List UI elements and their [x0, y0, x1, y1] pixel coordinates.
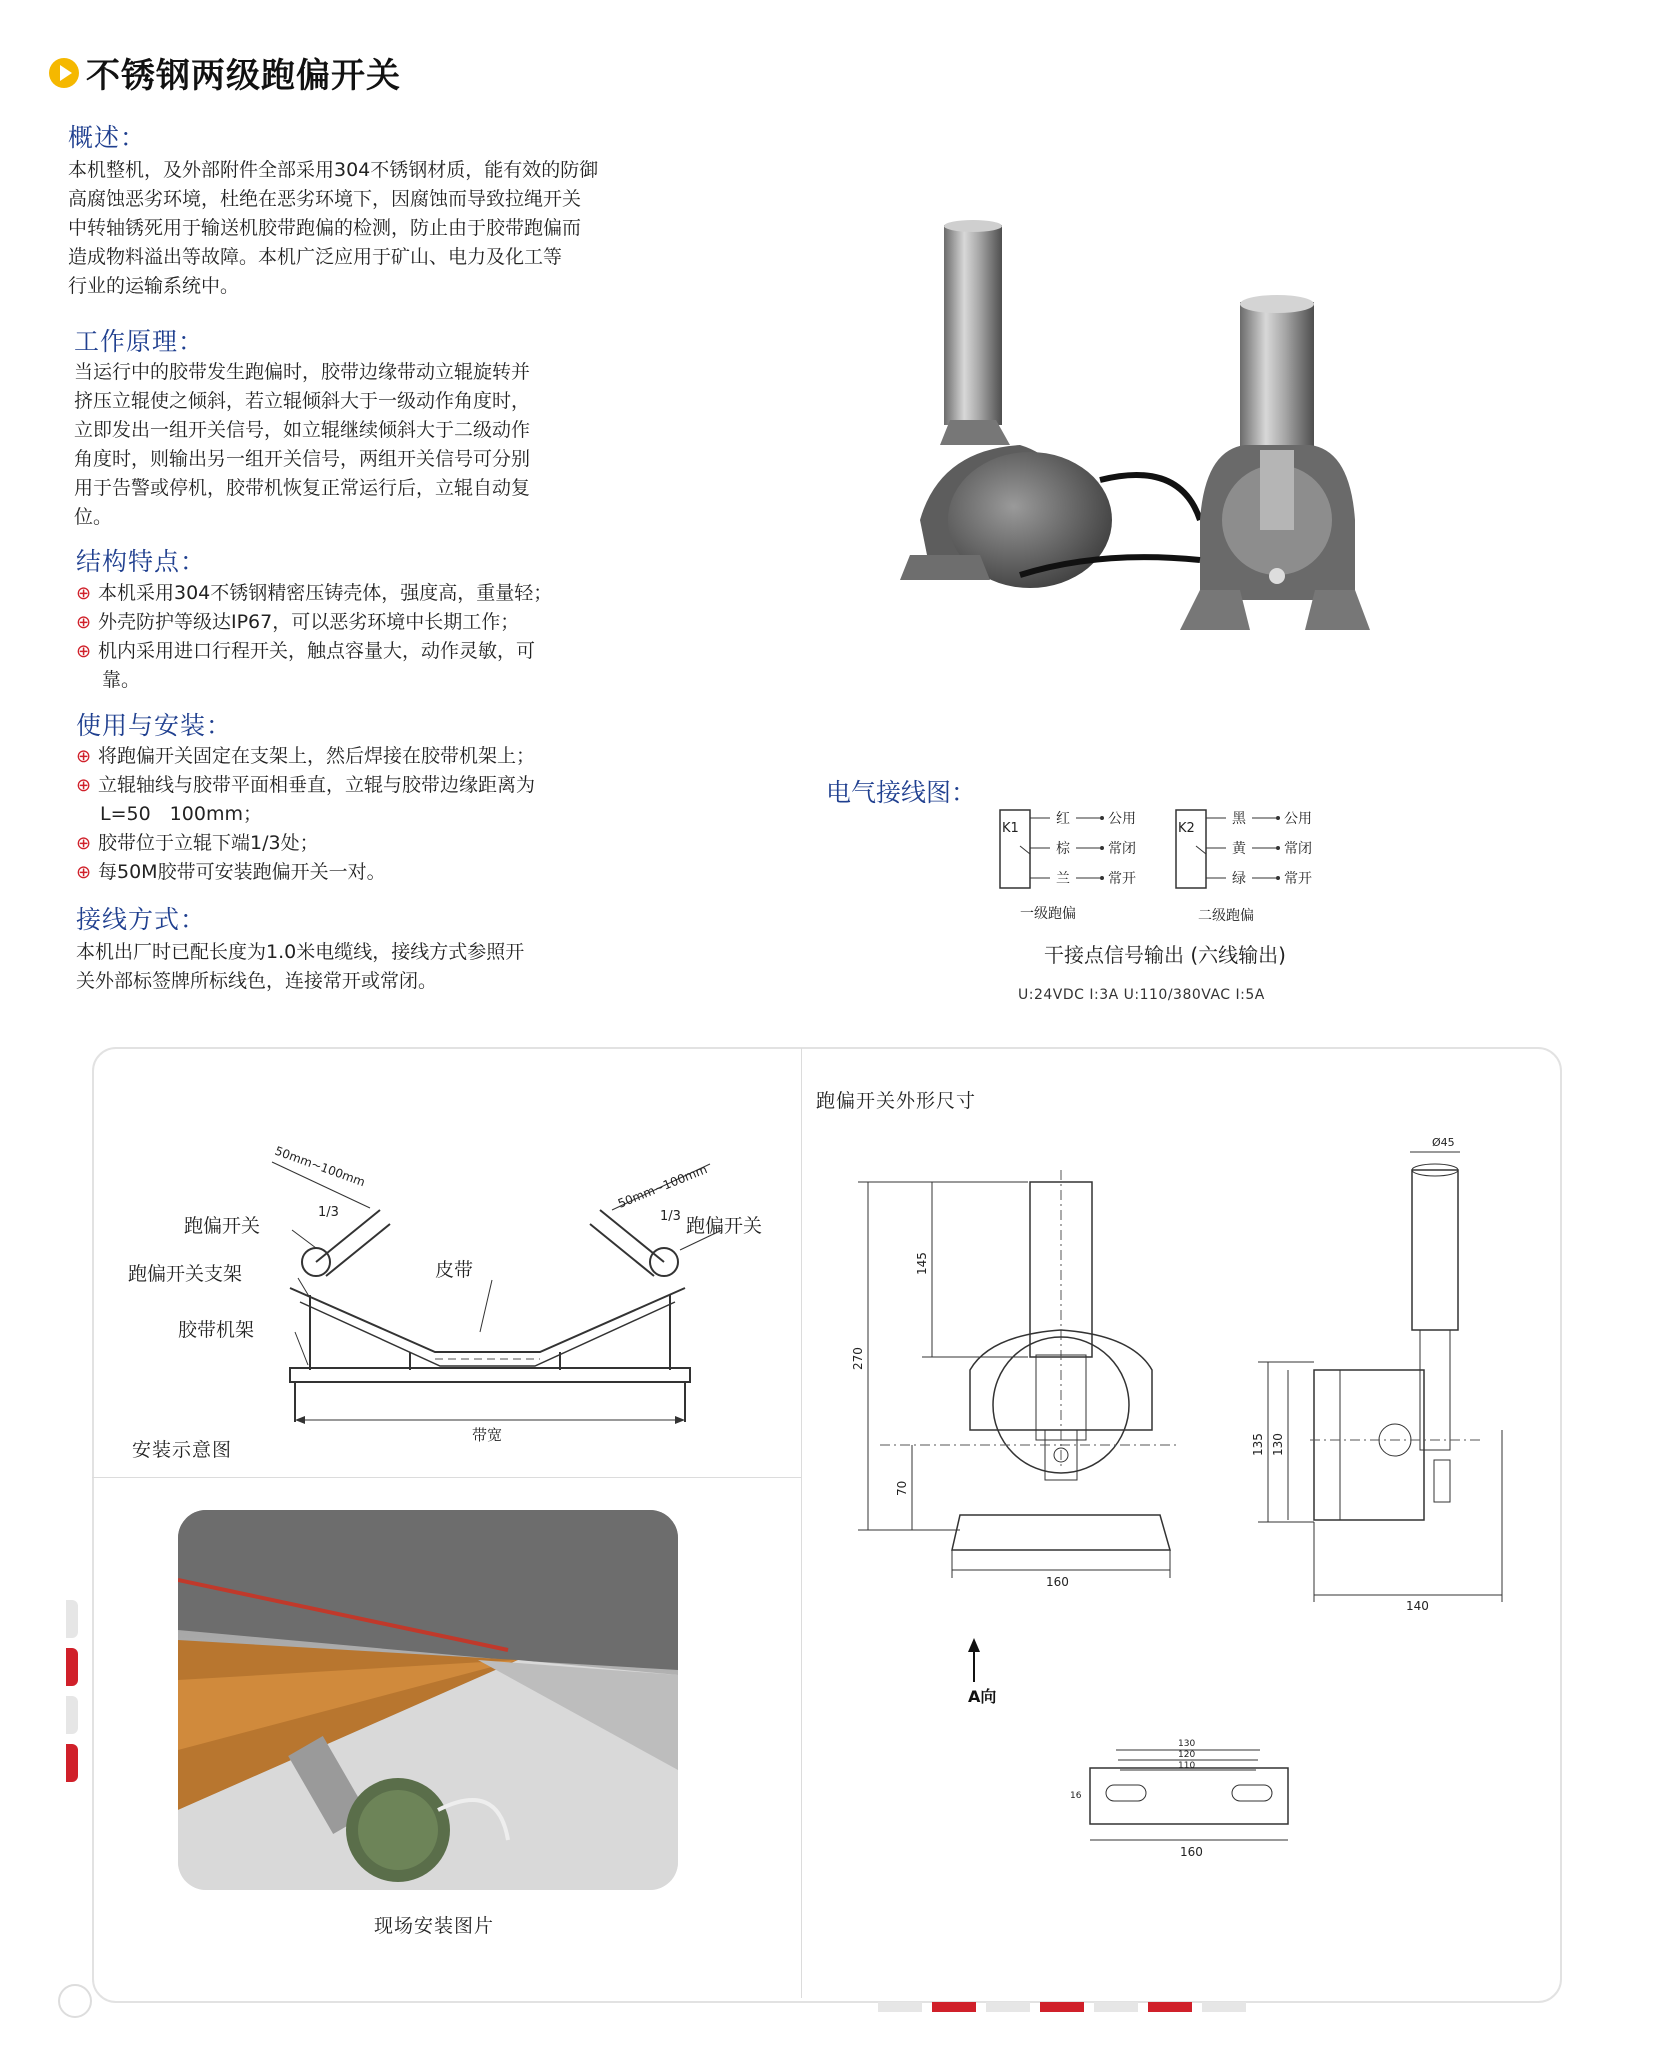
wiring-method-body	[76, 938, 636, 996]
footer-dash	[1148, 2002, 1192, 2012]
k2-term: 公用	[1284, 811, 1312, 827]
wiring-method-heading: 接线方式：	[76, 905, 207, 934]
footer-dash	[1094, 2002, 1138, 2012]
dim-130: 130	[1271, 1433, 1285, 1456]
principle-body	[74, 358, 634, 532]
k2-wire: 黄	[1232, 841, 1246, 857]
base-110: 110	[1178, 1761, 1196, 1771]
circle-plus-icon: ⊕	[76, 862, 92, 883]
footer-dash	[986, 2002, 1030, 2012]
k1-caption: 一级跑偏	[1020, 906, 1076, 922]
site-photo	[178, 1510, 678, 1890]
dim-160: 160	[1046, 1575, 1069, 1589]
base-16: 16	[1070, 1791, 1082, 1801]
side-tab	[66, 1648, 78, 1686]
side-tab	[66, 1600, 78, 1638]
footer-dash	[1040, 2002, 1084, 2012]
corner-circle	[58, 1984, 92, 2018]
list-item: ⊕ 外壳防护等级达IP67，可以恶劣环境中长期工作；	[76, 608, 636, 637]
panel-divider	[92, 1477, 801, 1478]
structure-heading: 结构特点：	[76, 547, 207, 576]
dim-right-label: 50mm~100mm	[615, 1162, 710, 1211]
k2-term: 常开	[1284, 871, 1312, 887]
list-item: ⊕ 每50M胶带可安装跑偏开关一对。	[76, 858, 636, 887]
k1-term: 常开	[1108, 871, 1136, 887]
dim-dia: Ø45	[1432, 1136, 1455, 1149]
structure-list	[76, 579, 636, 695]
principle-line: 挤压立辊使之倾斜，若立辊倾斜大于一级动作角度时，	[74, 390, 531, 412]
principle-line: 位。	[74, 506, 113, 528]
bracket-label: 跑偏开关支架	[128, 1263, 243, 1285]
k1-wire: 棕	[1056, 841, 1070, 857]
k2-wire: 黑	[1232, 811, 1246, 827]
overview-line: 高腐蚀恶劣环境，杜绝在恶劣环境下，因腐蚀而导致拉绳开关	[68, 188, 582, 210]
k2-wire: 绿	[1232, 871, 1246, 887]
principle-line: 用于告警或停机，胶带机恢复正常运行后，立辊自动复	[74, 477, 531, 499]
a-direction: A向	[968, 1687, 997, 1706]
dim-135: 135	[1251, 1433, 1265, 1456]
dim-70: 70	[895, 1480, 909, 1496]
list-item: ⊕ 将跑偏开关固定在支架上，然后焊接在胶带机架上；	[76, 742, 636, 771]
wiring-method-line: 关外部标签牌所标线色，连接常开或常闭。	[76, 970, 438, 992]
k2-label: K2	[1178, 821, 1195, 836]
list-item: ⊕ 立辊轴线与胶带平面相垂直，立辊与胶带边缘距离为	[76, 771, 636, 800]
circle-plus-icon: ⊕	[76, 583, 92, 604]
base-130: 130	[1178, 1739, 1196, 1749]
overview-body	[68, 156, 688, 301]
page-title: 不锈钢两级跑偏开关	[86, 56, 401, 96]
dim-145: 145	[915, 1252, 929, 1275]
footer-dash	[1202, 2002, 1246, 2012]
dim-270: 270	[851, 1347, 865, 1370]
footer-dash	[878, 2002, 922, 2012]
k1-label: K1	[1002, 821, 1019, 836]
install-caption: 安装示意图	[132, 1439, 233, 1461]
left-switch-label: 跑偏开关	[184, 1215, 261, 1237]
product-photo	[900, 220, 1420, 700]
k1-wire: 兰	[1056, 871, 1070, 887]
play-arrow-icon	[48, 57, 80, 89]
k2-term: 常闭	[1284, 841, 1312, 857]
footer-dash	[932, 2002, 976, 2012]
principle-heading: 工作原理：	[74, 327, 205, 356]
site-caption: 现场安装图片	[374, 1915, 495, 1937]
list-item: L=50 100mm；	[100, 803, 262, 825]
list-item: 靠。	[102, 669, 141, 691]
installation-diagram	[120, 1120, 780, 1460]
circle-plus-icon: ⊕	[76, 641, 92, 662]
circle-plus-icon: ⊕	[76, 746, 92, 767]
principle-line: 角度时，则输出另一组开关信号，两组开关信号可分别	[74, 448, 531, 470]
belt-width-label: 带宽	[472, 1426, 503, 1444]
k2-caption: 二级跑偏	[1198, 908, 1254, 924]
dim-left-label: 50mm~100mm	[272, 1143, 368, 1190]
principle-line: 当运行中的胶带发生跑偏时，胶带边缘带动立辊旋转并	[74, 361, 531, 383]
spec-note: U:24VDC I:3A U:110/380VAC I:5A	[1018, 987, 1265, 1003]
right-switch-label: 跑偏开关	[686, 1215, 763, 1237]
third-left-label: 1/3	[318, 1205, 339, 1220]
k1-term: 常闭	[1108, 841, 1136, 857]
overview-line: 本机整机，及外部附件全部采用304不锈钢材质，能有效的防御	[68, 159, 599, 181]
third-right-label: 1/3	[660, 1209, 681, 1224]
base-120: 120	[1178, 1750, 1196, 1760]
side-tab	[66, 1744, 78, 1782]
page-header	[48, 48, 401, 97]
circle-plus-icon: ⊕	[76, 612, 92, 633]
usage-list	[76, 742, 636, 887]
dimension-title: 跑偏开关外形尺寸	[816, 1090, 977, 1112]
overview-line: 造成物料溢出等故障。本机广泛应用于矿山、电力及化工等	[68, 246, 563, 268]
wiring-method-line: 本机出厂时已配长度为1.0米电缆线，接线方式参照开	[76, 941, 525, 963]
k1-term: 公用	[1108, 811, 1136, 827]
frame-label: 胶带机架	[178, 1319, 255, 1341]
overview-heading: 概述：	[68, 123, 147, 152]
panel-divider	[801, 1048, 802, 1998]
base-160: 160	[1180, 1845, 1203, 1859]
electrical-heading: 电气接线图：	[826, 778, 977, 807]
list-item: ⊕ 胶带位于立辊下端1/3处；	[76, 829, 636, 858]
usage-heading: 使用与安装：	[76, 711, 233, 740]
belt-label: 皮带	[435, 1259, 474, 1281]
overview-line: 中转轴锈死用于输送机胶带跑偏的检测，防止由于胶带跑偏而	[68, 217, 582, 239]
dimension-drawing	[840, 1130, 1540, 1880]
list-item: ⊕ 本机采用304不锈钢精密压铸壳体，强度高，重量轻；	[76, 579, 636, 608]
circle-plus-icon: ⊕	[76, 775, 92, 796]
wiring-diagram	[996, 796, 1366, 926]
dim-140: 140	[1406, 1599, 1429, 1613]
output-note: 干接点信号输出 (六线输出)	[1044, 943, 1286, 967]
circle-plus-icon: ⊕	[76, 833, 92, 854]
overview-line: 行业的运输系统中。	[68, 275, 240, 297]
list-item: ⊕ 机内采用进口行程开关，触点容量大，动作灵敏，可	[76, 637, 636, 666]
side-tab	[66, 1696, 78, 1734]
k1-wire: 红	[1056, 811, 1070, 827]
principle-line: 立即发出一组开关信号，如立辊继续倾斜大于二级动作	[74, 419, 531, 441]
